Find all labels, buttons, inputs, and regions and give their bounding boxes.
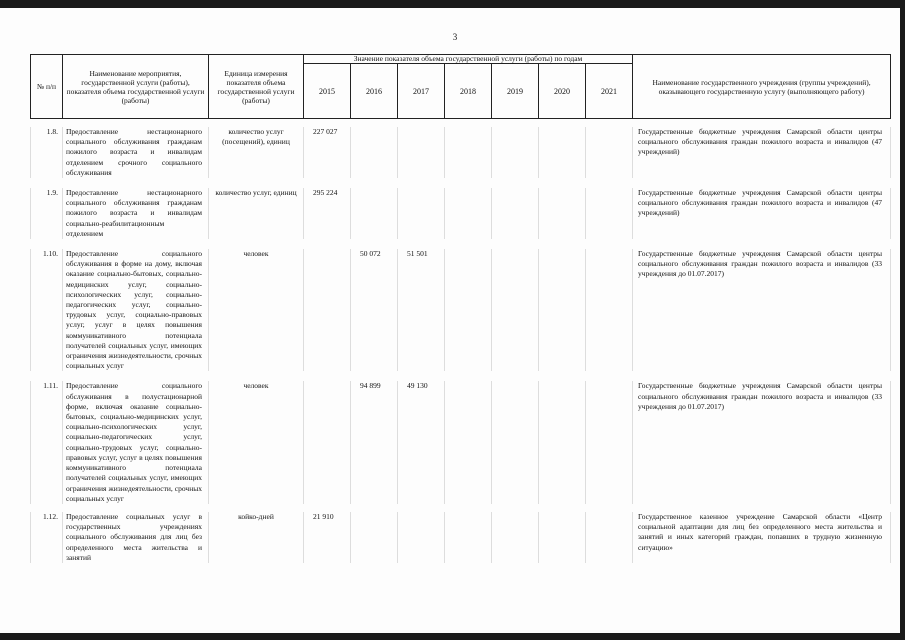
scan-right-edge (900, 0, 905, 640)
table-body (31, 119, 891, 563)
header-number: № п/п (31, 55, 63, 119)
row-value-2018 (445, 512, 492, 563)
row-unit: количество услуг, единиц (209, 188, 304, 239)
row-value-2019 (492, 127, 539, 178)
row-value-2020 (539, 127, 586, 178)
row-institution: Государственные бюджетные учреждения Самарской области центры социального обслуживания граждан пожилого возраста и инвалидов (47 учреждений) (633, 188, 891, 239)
row-value-2020 (539, 512, 586, 563)
row-service-name: Предоставление социальных услуг в государственных учреждениях социального обслуживания для лиц без определенного места жительства и занятий (63, 512, 209, 563)
row-value-2016 (351, 188, 398, 239)
row-value-2021 (586, 512, 633, 563)
row-unit: человек (209, 249, 304, 371)
row-value-2019 (492, 249, 539, 371)
row-value-2017: 49 130 (398, 381, 445, 503)
header-year: 2019 (492, 64, 539, 119)
row-value-2020 (539, 188, 586, 239)
row-service-name: Предоставление социального обслуживания в форме на дому, включая оказание социально-бытовых, социально-медицинских услуг, социально-психологических услуг, социально-педагогических услуг, социально-трудовых услуг, социально-правовых услуг, услуг в целях повышения коммуникативного потенциала получателей социальных услуг, имеющих ограничения жизнедеятельности, срочных социальных услуг (63, 249, 209, 371)
header-year: 2015 (304, 64, 351, 119)
row-value-2015 (304, 249, 351, 371)
row-value-2015: 227 027 (304, 127, 351, 178)
row-value-2019 (492, 381, 539, 503)
row-value-2018 (445, 188, 492, 239)
row-unit: человек (209, 381, 304, 503)
row-value-2019 (492, 512, 539, 563)
row-value-2021 (586, 188, 633, 239)
services-volume-table (30, 54, 891, 563)
row-value-2021 (586, 381, 633, 503)
row-value-2021 (586, 249, 633, 371)
row-value-2018 (445, 381, 492, 503)
table-header (31, 55, 891, 119)
row-institution: Государственное казенное учреждение Самарской области «Центр социальной адаптации для лиц без определенного места жительства и занятий и иных категорий граждан, попавших в трудную жизненную ситуацию» (633, 512, 891, 563)
header-service-name: Наименование мероприятия, государственной услуги (работы), показателя объема государственной услуги (работы) (63, 55, 209, 119)
row-service-name: Предоставление нестационарного социального обслуживания гражданам пожилого возраста и инвалидам отделением срочного социального обслуживания (63, 127, 209, 178)
row-value-2017: 51 501 (398, 249, 445, 371)
row-value-2015: 21 910 (304, 512, 351, 563)
row-value-2018 (445, 127, 492, 178)
row-value-2017 (398, 127, 445, 178)
row-value-2016 (351, 127, 398, 178)
row-number: 1.8. (31, 127, 63, 178)
row-service-name: Предоставление социального обслуживания в полустационарной форме, включая оказание социально-бытовых, социально-медицинских услуг, социально-психологических услуг, социально-педагогических услуг, социально-трудовых услуг, социально-правовых услуг, услуг в целях повышения коммуникативного потенциала получателей социальных услуг, имеющих ограничения жизнедеятельности, срочных социальных услуг (63, 381, 209, 503)
row-institution: Государственные бюджетные учреждения Самарской области центры социального обслуживания граждан пожилого возраста и инвалидов (33 учреждения до 01.07.2017) (633, 381, 891, 503)
header-year: 2020 (539, 64, 586, 119)
row-value-2020 (539, 381, 586, 503)
table-row (31, 381, 891, 503)
scan-top-edge (0, 0, 905, 8)
row-value-2018 (445, 249, 492, 371)
header-year: 2016 (351, 64, 398, 119)
row-number: 1.11. (31, 381, 63, 503)
row-unit: койко-дней (209, 512, 304, 563)
row-number: 1.10. (31, 249, 63, 371)
table-row (31, 127, 891, 178)
scan-bottom-edge (0, 633, 905, 640)
row-number: 1.9. (31, 188, 63, 239)
row-value-2015: 295 224 (304, 188, 351, 239)
header-values-by-year: Значение показателя объема государственной услуги (работы) по годам (304, 55, 633, 64)
row-value-2020 (539, 249, 586, 371)
header-year: 2017 (398, 64, 445, 119)
header-institution: Наименование государственного учреждения (группы учреждений), оказывающего государственную услугу (выполняющего работу) (633, 55, 891, 119)
row-unit: количество услуг (посещений), единиц (209, 127, 304, 178)
row-service-name: Предоставление нестационарного социального обслуживания гражданам пожилого возраста и инвалидам социально-реабилитационным отделением (63, 188, 209, 239)
table-row (31, 249, 891, 371)
row-institution: Государственные бюджетные учреждения Самарской области центры социального обслуживания граждан пожилого возраста и инвалидов (33 учреждения до 01.07.2017) (633, 249, 891, 371)
row-number: 1.12. (31, 512, 63, 563)
table-row (31, 512, 891, 563)
row-value-2016 (351, 512, 398, 563)
header-unit: Единица измерения показателя объема государственной услуги (работы) (209, 55, 304, 119)
row-value-2019 (492, 188, 539, 239)
row-value-2017 (398, 188, 445, 239)
page-number: 3 (452, 32, 458, 42)
row-value-2016: 94 899 (351, 381, 398, 503)
header-year: 2021 (586, 64, 633, 119)
row-value-2016: 50 072 (351, 249, 398, 371)
row-institution: Государственные бюджетные учреждения Самарской области центры социального обслуживания граждан пожилого возраста и инвалидов (47 учреждений) (633, 127, 891, 178)
row-value-2021 (586, 127, 633, 178)
table-row (31, 188, 891, 239)
row-value-2015 (304, 381, 351, 503)
header-year: 2018 (445, 64, 492, 119)
row-value-2017 (398, 512, 445, 563)
